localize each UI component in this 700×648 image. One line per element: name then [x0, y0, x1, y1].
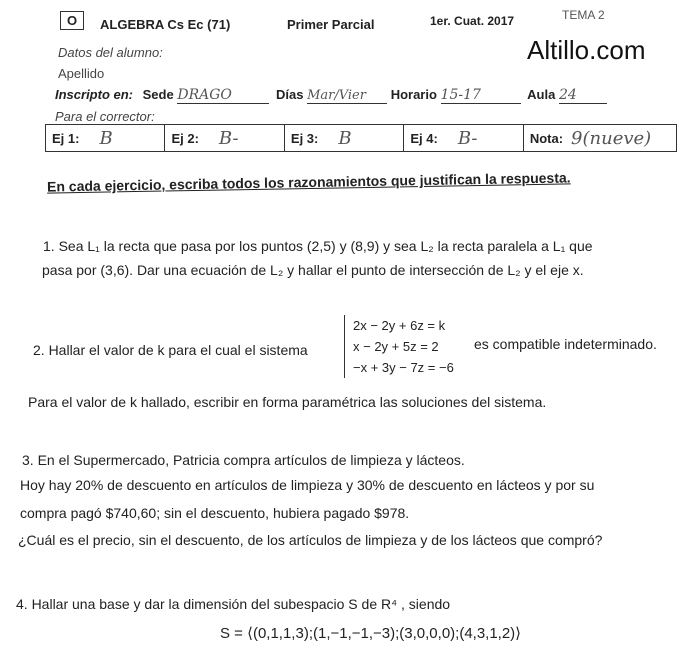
q1-line2: pasa por (3,6). Dar una ecuación de L₂ y hallar el punto de intersección de L₂ y el eje x.: [42, 262, 584, 278]
grade-value: B-: [457, 127, 478, 149]
inscripto-label: Inscripto en:: [55, 87, 134, 102]
q3-line1: 3. En el Supermercado, Patricia compra artículos de limpieza y lácteos.: [22, 452, 465, 468]
q2-intro: 2. Hallar el valor de k para el cual el sistema: [33, 342, 308, 358]
q3-line2: Hoy hay 20% de descuento en artículos de limpieza y 30% de descuento en lácteos y por su: [20, 477, 595, 493]
horario-value: 15-17: [441, 87, 521, 104]
grade-cell-ej1: [46, 125, 165, 151]
q2-eq3: −x + 3y − 7z = −6: [353, 360, 454, 375]
sede-label: Sede: [142, 87, 174, 102]
q3-line4: ¿Cuál es el precio, sin el descuento, de los artículos de limpieza y de los lácteos que compró?: [18, 532, 603, 548]
grade-value: B-: [218, 127, 239, 149]
tema-label: TEMA 2: [562, 8, 605, 22]
q4-line1: 4. Hallar una base y dar la dimensión del subespacio S de R⁴ , siendo: [16, 596, 451, 612]
dias-value: Mar/Vier: [307, 88, 387, 104]
site-logo: Altillo.com: [527, 35, 646, 65]
q2-tail: es compatible indeterminado.: [474, 336, 657, 352]
grade-cell-ej4: [404, 125, 523, 151]
grade-label: Nota:: [529, 130, 564, 146]
grade-value: 9(nueve): [571, 127, 652, 149]
aula-label: Aula: [527, 87, 556, 102]
dias-label: Días: [275, 87, 304, 102]
grade-cell-ej3: [285, 125, 404, 151]
sede-value: DRAGO: [177, 87, 269, 104]
datos-label: Datos del alumno:: [58, 45, 163, 60]
grades-table: [45, 124, 677, 152]
grade-label: Ej 2:: [171, 130, 199, 146]
grade-value: B: [338, 127, 352, 149]
corrector-label: Para el corrector:: [55, 109, 155, 124]
horario-label: Horario: [390, 87, 437, 102]
grade-value: B: [99, 127, 113, 149]
q2-eq2: x − 2y + 5z = 2: [353, 339, 439, 354]
course-title: ALGEBRA Cs Ec (71): [100, 17, 231, 32]
grade-cell-nota: [524, 125, 676, 151]
q4-line2: S = ⟨(0,1,1,3);(1,−1,−1,−3);(3,0,0,0);(4,3,1,2)⟩: [220, 625, 522, 642]
q1-line1: 1. Sea L₁ la recta que pasa por los puntos (2,5) y (8,9) y sea L₂ la recta paralela a L₁ que: [43, 238, 593, 254]
instruction-heading: En cada ejercicio, escriba todos los razonamientos que justifican la respuesta.: [46, 169, 571, 195]
q2-eq1: 2x − 2y + 6z = k: [353, 318, 446, 333]
grade-label: Ej 1:: [52, 130, 80, 146]
apellido-label: Apellido: [58, 66, 105, 81]
header-box-letter: O: [60, 11, 84, 30]
grade-cell-ej2: [165, 125, 284, 151]
grade-label: Ej 3:: [290, 130, 319, 146]
aula-value: 24: [559, 87, 607, 104]
grade-label: Ej 4:: [410, 130, 438, 146]
exam-title: Primer Parcial: [287, 17, 375, 32]
q3-line3: compra pagó $740,60; sin el descuento, hubiera pagado $978.: [20, 505, 410, 521]
q2-equation-system: [344, 315, 454, 378]
term-label: 1er. Cuat. 2017: [430, 14, 515, 28]
q2-line2: Para el valor de k hallado, escribir en forma paramétrica las soluciones del sistema.: [28, 394, 547, 410]
